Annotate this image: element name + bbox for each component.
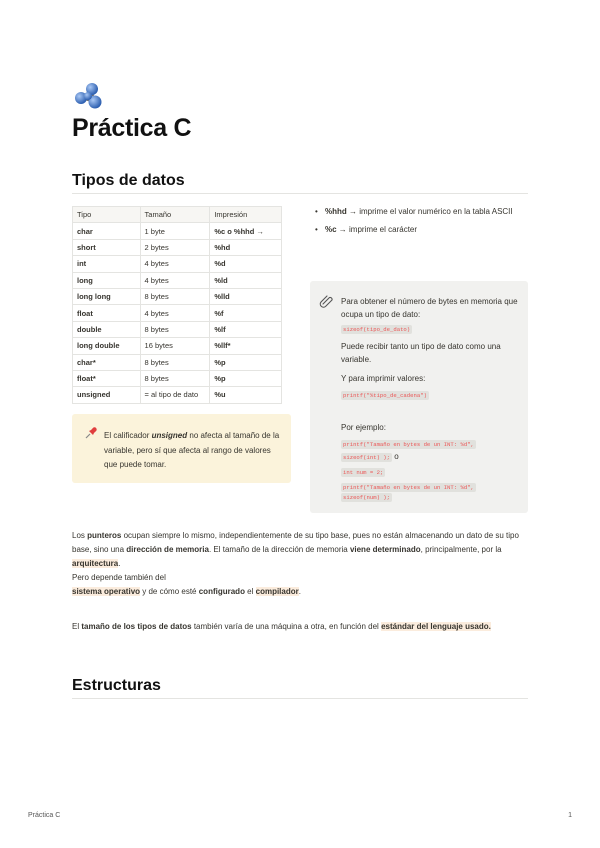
table-header-cell: Tipo [73, 207, 141, 223]
format-code: %hhd [325, 207, 347, 216]
table-cell: 8 bytes [140, 321, 210, 337]
table-row [73, 223, 282, 239]
table-cell: 8 bytes [140, 354, 210, 370]
list-item [313, 205, 528, 218]
code-line [341, 490, 523, 504]
table-row [73, 387, 282, 403]
inline-code: sizeof(int) ); [343, 454, 390, 461]
table-header-row [73, 207, 282, 223]
text-run: el [244, 587, 256, 596]
table-header-cell: Tamaño [140, 207, 210, 223]
table-header-cell: Impresión [210, 207, 282, 223]
table-row [73, 288, 282, 304]
table-cell: double [73, 321, 141, 337]
table-cell: %u [210, 387, 282, 403]
callout-paragraph: Para obtener el número de bytes en memoria que ocupa un tipo de dato: [341, 297, 518, 319]
table-cell: 4 bytes [140, 305, 210, 321]
inline-code: sizeof(tipo_de_dato) [343, 326, 411, 333]
table-row [73, 354, 282, 370]
table-cell: %f [210, 305, 282, 321]
code-line [341, 450, 523, 464]
table-cell: 8 bytes [140, 288, 210, 304]
table-cell: = al tipo de dato [140, 387, 210, 403]
table-cell: short [73, 239, 141, 255]
table-cell: 1 byte [140, 223, 210, 239]
table-row [73, 256, 282, 272]
bullet-text: → imprime el carácter [336, 225, 418, 234]
format-bullet-list [313, 205, 528, 241]
table-cell: long [73, 272, 141, 288]
table-cell: float [73, 305, 141, 321]
table-cell: %ld [210, 272, 282, 288]
text-run: . El tamaño de la dirección de memoria [208, 545, 350, 554]
table-cell: 4 bytes [140, 272, 210, 288]
keyword: viene determinado [349, 545, 421, 554]
sizes-paragraph [72, 620, 528, 634]
text-run: . [118, 559, 121, 568]
table-cell: %c o %hhd → [210, 223, 282, 239]
unsigned-callout [72, 414, 291, 483]
page-title: Práctica C [72, 114, 192, 142]
callout-text-part: El calificador [104, 431, 152, 440]
pointers-paragraph [72, 529, 528, 599]
keyword: dirección de memoria [126, 545, 209, 554]
table-cell: long long [73, 288, 141, 304]
table-cell: %lf [210, 321, 282, 337]
section-heading-estructuras: Estructuras [72, 677, 161, 694]
table-row [73, 338, 282, 354]
text-run: . [298, 587, 301, 596]
text-run: Los [72, 531, 88, 540]
callout-paragraph: Puede recibir tanto un tipo de dato como una variable. [341, 342, 501, 364]
inline-code: sizeof(num) ); [343, 494, 390, 501]
table-cell: %p [210, 370, 282, 386]
pushpin-icon [84, 426, 98, 440]
text-run: , principalmente, por la [420, 545, 502, 554]
table-row [73, 370, 282, 386]
callout-text-part: no afecta al tamaño de la variable, pero sí que afecta al rango de valores que puede tomar. [104, 431, 280, 469]
highlight: . [488, 622, 491, 631]
section-heading-tipos: Tipos de datos [72, 172, 185, 189]
text-run: y de cómo esté [140, 587, 199, 596]
highlight: arquitectura [72, 559, 119, 568]
table-row [73, 305, 282, 321]
callout-paragraph: Por ejemplo: [341, 423, 386, 432]
inline-code: printf("%tipo_de_cadena") [343, 392, 427, 399]
table-cell: 8 bytes [140, 370, 210, 386]
sizeof-callout [310, 281, 528, 513]
table-cell: 2 bytes [140, 239, 210, 255]
keyword: punteros [87, 531, 122, 540]
keyword: configurado [198, 587, 245, 596]
text-run: El [72, 622, 82, 631]
table-cell: 4 bytes [140, 256, 210, 272]
table-cell: %p [210, 354, 282, 370]
code-line [341, 465, 523, 479]
bullet-text: → imprime el valor numérico en la tabla ASCII [346, 207, 513, 216]
keyword: tamaño de los tipos de datos [81, 622, 192, 631]
text-run: Pero depende también del [72, 573, 166, 582]
highlight: estándar del lenguaje usado [381, 622, 489, 631]
table-cell: float* [73, 370, 141, 386]
table-cell: %llf* [210, 338, 282, 354]
table-cell: char [73, 223, 141, 239]
callout-keyword: unsigned [151, 431, 188, 440]
code-line [341, 388, 523, 402]
table-cell: long double [73, 338, 141, 354]
code-line [341, 322, 523, 336]
section-divider [72, 193, 528, 194]
callout-paragraph: Y para imprimir valores: [341, 374, 426, 383]
molecule-icon [72, 80, 106, 110]
footer-title: Práctica C [28, 812, 61, 819]
inline-code: printf("Tamaño en bytes de un INT: %d", [343, 484, 474, 491]
inline-code: int num = 2; [343, 469, 384, 476]
highlight: sistema operativo [72, 587, 141, 596]
callout-text [104, 429, 284, 473]
text-run: también varía de una máquina a otra, en función del [191, 622, 382, 631]
list-item [313, 223, 528, 236]
paperclip-icon [319, 293, 334, 308]
inline-code: printf("Tamaño en bytes de un INT: %d", [343, 441, 474, 448]
page-number: 1 [568, 812, 572, 819]
code-line [341, 437, 523, 451]
types-table [72, 206, 282, 404]
table-cell: unsigned [73, 387, 141, 403]
table-cell: 16 bytes [140, 338, 210, 354]
text-run: ocupan siempre lo mismo, independientemente de su tipo base, pues no están almacenando un dato de su tipo base, sino una [72, 531, 519, 554]
table-cell: int [73, 256, 141, 272]
table-row [73, 239, 282, 255]
table-cell: %hd [210, 239, 282, 255]
section-divider [72, 698, 528, 699]
table-cell: %d [210, 256, 282, 272]
table-cell: char* [73, 354, 141, 370]
or-text: o [394, 452, 399, 461]
highlight: compilador [255, 587, 299, 596]
table-row [73, 272, 282, 288]
table-cell: %lld [210, 288, 282, 304]
format-code: %c [325, 225, 337, 234]
table-row [73, 321, 282, 337]
